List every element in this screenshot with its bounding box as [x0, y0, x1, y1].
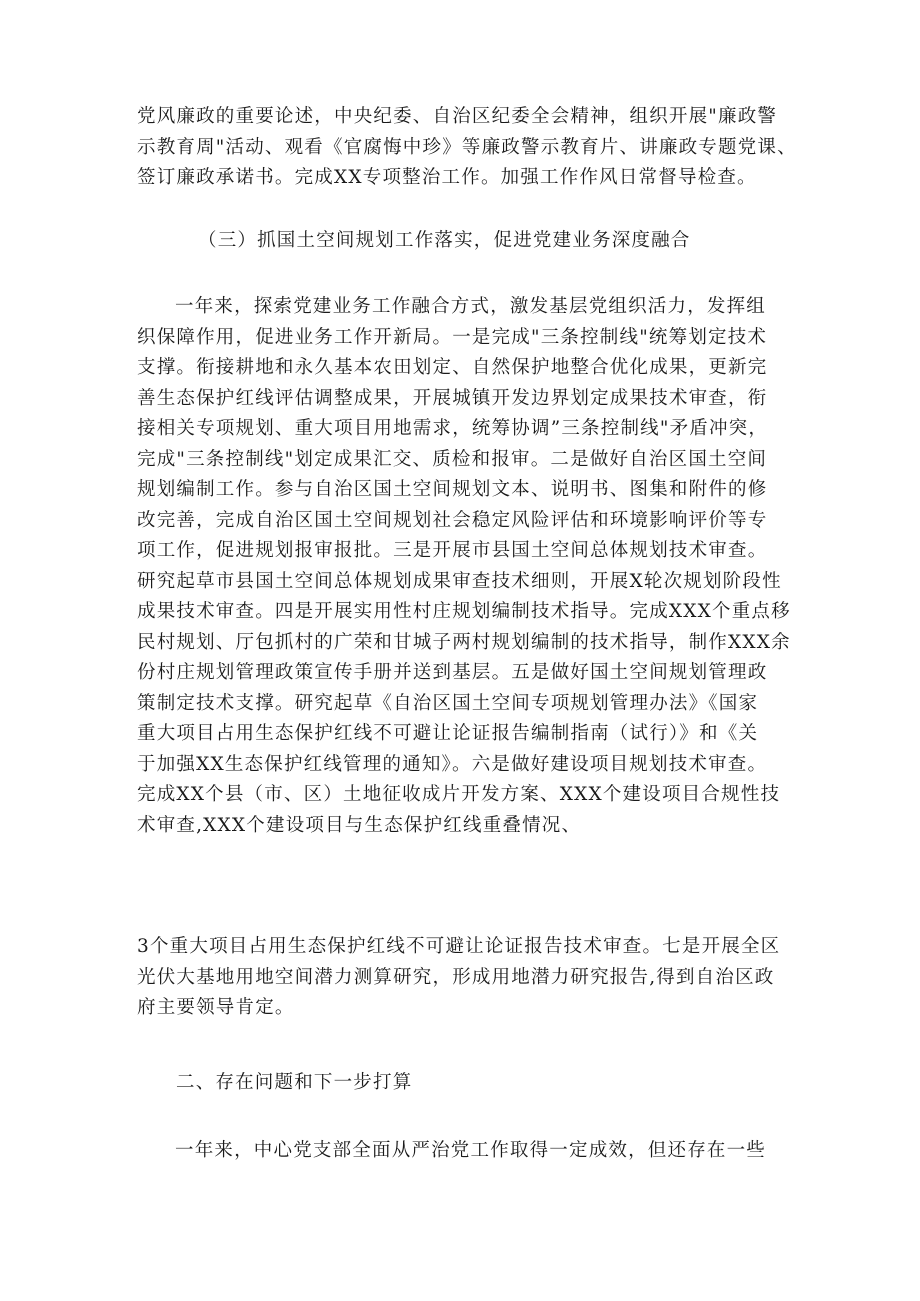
- paragraph-problems: [137, 1136, 797, 1167]
- text-line: 光伏大基地用地空间潜力测算研究，形成用地潜力研究报告,得到自治区政: [137, 966, 775, 988]
- text-line: 3个重大项目占用生态保护红线不可避让论证报告技术审查。七是开展全区: [137, 936, 781, 957]
- text-line: 一年来，探索党建业务工作融合方式，激发基层党组织活力，发挥组: [175, 296, 767, 317]
- text-line: 完成"三条控制线"划定成果汇交、质检和报审。二是做好自治区国土空间: [137, 448, 768, 470]
- text-line: 签订廉政承诺书。完成XX专项整治工作。加强工作作风日常督导检查。: [137, 167, 757, 188]
- text-line: 善生态保护红线评估调整成果，开展城镇开发边界划定成果技术审查，衔: [137, 387, 768, 409]
- text-line: 接相关专项规划、重大项目用地需求，统筹协调”三条控制线"矛盾冲突，: [137, 418, 769, 439]
- text-line: 示教育周"活动、观看《官腐悔中珍》等廉政警示教育片、讲廉政专题党课、: [137, 136, 797, 158]
- text-line: 府主要领导肯定。: [137, 997, 295, 1018]
- section-heading-3: （三）抓国土空间规划工作落实，促进党建业务深度融合: [198, 230, 691, 251]
- text-line: 支撑。衔接耕地和永久基本农田划定、自然保护地整合优化成果，更新完: [137, 357, 768, 378]
- text-line: 策制定技术支撑。研究起草《自治区国土空间专项规划管理办法》《国家: [137, 692, 759, 714]
- text-line: 民村规划、厅包抓村的广荣和甘城子两村规划编制的技术指导，制作XXX余: [137, 631, 791, 653]
- paragraph-planning: [137, 292, 797, 841]
- paragraph-continuation: [137, 932, 797, 1024]
- text-line: 完成XX个县（市、区）土地征收成片开发方案、XXX个建设项目合规性技: [137, 784, 781, 805]
- text-line: 一年来，中心党支部全面从严治党工作取得一定成效，但还存在一些: [175, 1140, 767, 1161]
- text-line: 规划编制工作。参与自治区国土空间规划文本、说明书、图集和附件的修: [137, 479, 768, 500]
- paragraph-discipline: [137, 102, 797, 194]
- text-line: 织保障作用，促进业务工作开新局。一是完成"三条控制线"统筹划定技术: [137, 326, 768, 348]
- text-line: 份村庄规划管理政策宣传手册并送到基层。五是做好国土空间规划管理政: [137, 662, 768, 683]
- text-line: 党风廉政的重要论述，中央纪委、自治区纪委全会精神，组织开展"廉政警: [137, 106, 778, 127]
- text-line: 成果技术审查。四是开展实用性村庄规划编制技术指导。完成XXX个重点移: [137, 601, 791, 622]
- text-line: 改完善，完成自治区国土空间规划社会稳定风险评估和环境影响评价等专: [137, 509, 768, 531]
- text-line: 于加强XX生态保护红线管理的通知》。六是做好建设项目规划技术审查。: [137, 753, 768, 775]
- text-line: 重大项目占用生态保护红线不可避让论证报告编制指南（试行）》和《关: [137, 723, 759, 744]
- text-line: 项工作，促进规划报审报批。三是开展市县国土空间总体规划技术审查。: [137, 540, 768, 561]
- section-heading-2: 二、存在问题和下一步打算: [176, 1072, 413, 1093]
- text-line: 研究起草市县国土空间总体规划成果审查技术细则，开展X轮次规划阶段性: [137, 570, 782, 592]
- text-line: 术审查,XXX个建设项目与生态保护红线重叠情况、: [137, 814, 582, 836]
